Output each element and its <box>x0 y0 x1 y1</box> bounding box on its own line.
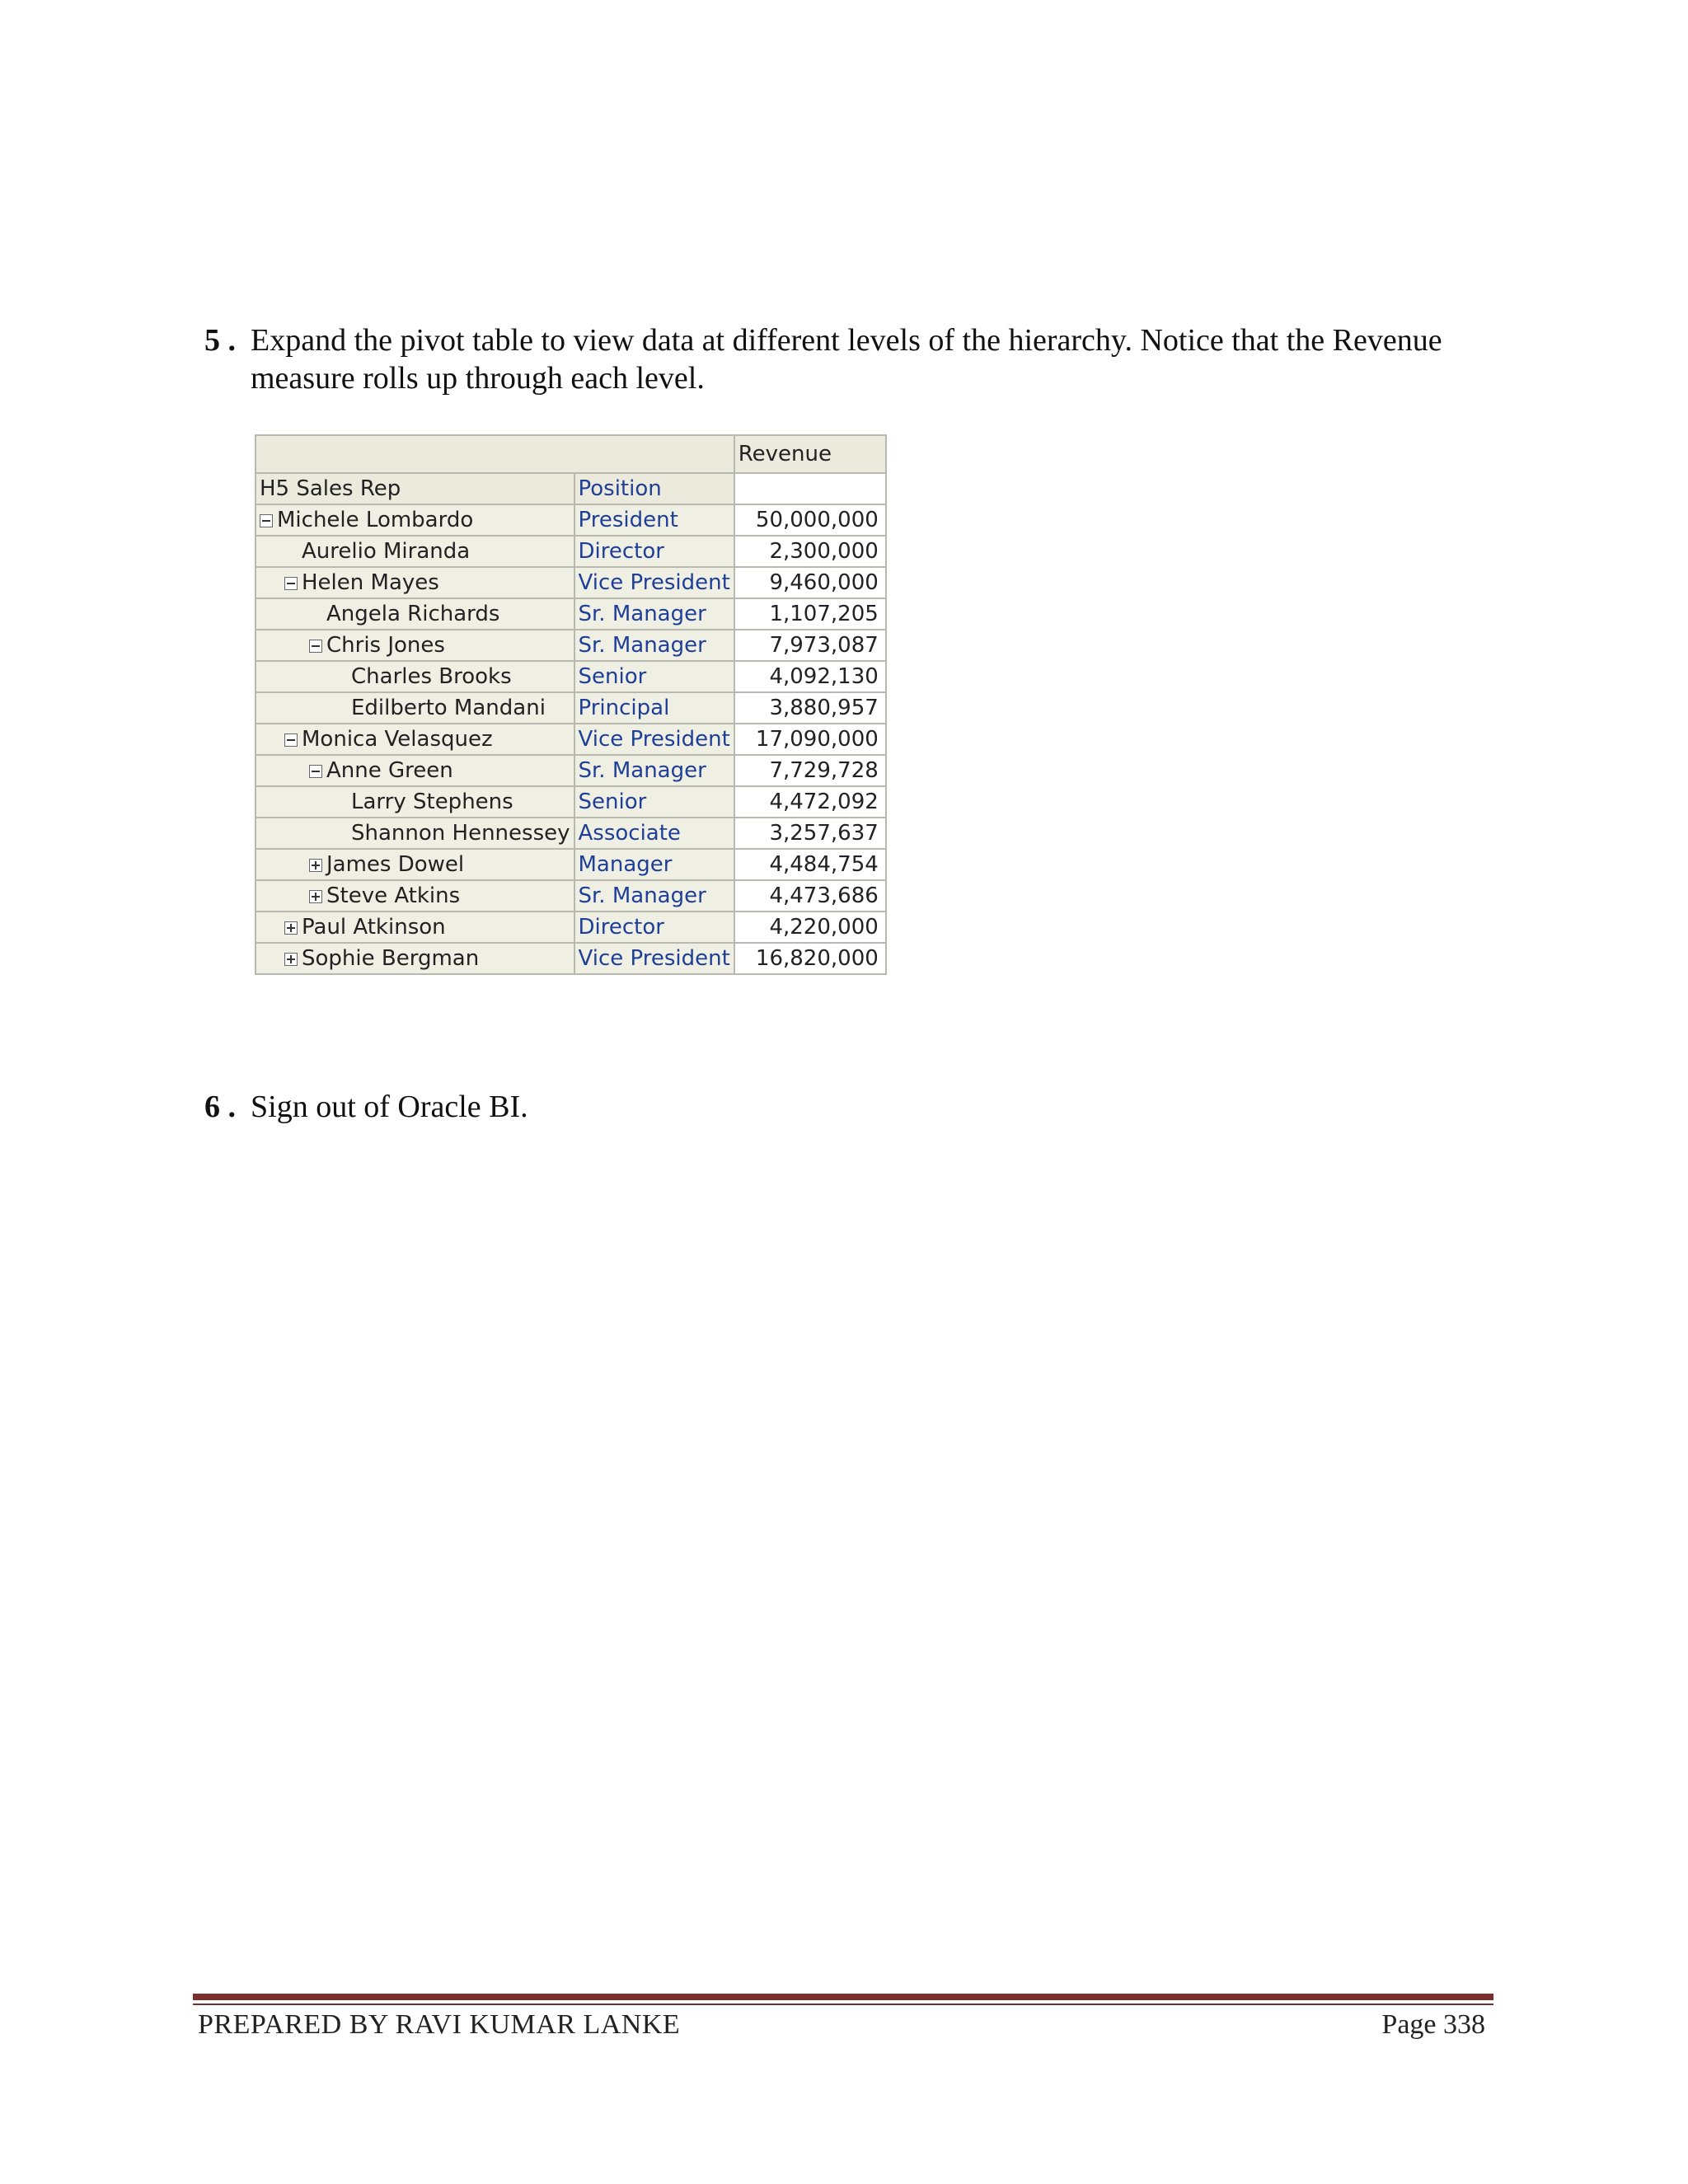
revenue-cell: 4,220,000 <box>734 912 886 943</box>
position-cell[interactable]: Sr. Manager <box>574 755 734 786</box>
revenue-cell: 4,473,686 <box>734 880 886 912</box>
revenue-cell: 7,729,728 <box>734 755 886 786</box>
position-cell[interactable]: Associate <box>574 818 734 849</box>
revenue-header[interactable]: Revenue <box>734 435 886 473</box>
sales-rep-name[interactable]: Helen Mayes <box>302 570 439 595</box>
revenue-cell: 1,107,205 <box>734 598 886 630</box>
position-cell[interactable]: Senior <box>574 786 734 818</box>
revenue-cell: 4,472,092 <box>734 786 886 818</box>
sales-rep-name[interactable]: Anne Green <box>326 758 453 783</box>
table-row <box>256 567 886 598</box>
sales-rep-cell <box>256 536 574 567</box>
position-cell[interactable]: Sr. Manager <box>574 598 734 630</box>
sales-rep-name[interactable]: Shannon Hennessey <box>351 821 570 846</box>
sales-rep-name[interactable]: Angela Richards <box>326 602 500 626</box>
table-row <box>256 598 886 630</box>
sales-rep-cell <box>256 849 574 880</box>
table-row <box>256 786 886 818</box>
expand-icon[interactable] <box>284 953 298 966</box>
position-cell[interactable]: President <box>574 504 734 536</box>
table-row <box>256 661 886 692</box>
sales-rep-name[interactable]: Chris Jones <box>326 633 445 658</box>
position-cell[interactable]: Manager <box>574 849 734 880</box>
revenue-cell: 4,484,754 <box>734 849 886 880</box>
footer-rule-thin <box>193 2004 1493 2005</box>
sales-rep-cell <box>256 724 574 755</box>
expand-icon[interactable] <box>309 890 322 903</box>
sales-rep-name[interactable]: Aurelio Miranda <box>302 539 471 564</box>
table-row <box>256 880 886 912</box>
sales-rep-cell <box>256 598 574 630</box>
measure-header-row <box>256 435 886 473</box>
table-row <box>256 504 886 536</box>
table-row <box>256 724 886 755</box>
step-text: Expand the pivot table to view data at different levels of the hierarchy. Notice that the Revenue measure rolls up through each level. <box>251 323 1442 396</box>
revenue-cell: 7,973,087 <box>734 630 886 661</box>
step-6 <box>204 1088 1523 1126</box>
table-row <box>256 536 886 567</box>
sales-rep-cell <box>256 943 574 974</box>
revenue-cell: 50,000,000 <box>734 504 886 536</box>
step-5 <box>204 321 1523 397</box>
revenue-cell: 16,820,000 <box>734 943 886 974</box>
table-row <box>256 630 886 661</box>
sales-rep-cell <box>256 912 574 943</box>
position-cell[interactable]: Vice President <box>574 943 734 974</box>
position-cell[interactable]: Sr. Manager <box>574 630 734 661</box>
header-blank-cell <box>256 435 734 473</box>
position-cell[interactable]: Sr. Manager <box>574 880 734 912</box>
revenue-cell: 3,880,957 <box>734 692 886 724</box>
pivot-table <box>255 434 887 975</box>
sales-rep-cell <box>256 661 574 692</box>
sales-rep-cell <box>256 786 574 818</box>
sales-rep-name[interactable]: Steve Atkins <box>326 883 461 908</box>
sales-rep-cell <box>256 567 574 598</box>
footer-author: PREPARED BY RAVI KUMAR LANKE <box>198 2009 681 2040</box>
collapse-icon[interactable] <box>309 640 322 653</box>
sales-rep-name[interactable]: James Dowel <box>326 852 465 877</box>
collapse-icon[interactable] <box>309 765 322 778</box>
sales-rep-name[interactable]: Paul Atkinson <box>302 915 446 940</box>
column-header-row <box>256 473 886 504</box>
step-number: 5 . <box>204 323 236 358</box>
expand-icon[interactable] <box>309 859 322 872</box>
revenue-cell: 2,300,000 <box>734 536 886 567</box>
sales-rep-cell <box>256 880 574 912</box>
position-cell[interactable]: Senior <box>574 661 734 692</box>
footer-rule-thick <box>193 1994 1493 2000</box>
footer-page-number: Page 338 <box>1381 2009 1485 2040</box>
revenue-cell: 4,092,130 <box>734 661 886 692</box>
sales-rep-cell <box>256 692 574 724</box>
position-cell[interactable]: Director <box>574 912 734 943</box>
collapse-icon[interactable] <box>260 514 273 527</box>
sales-rep-name[interactable]: Larry Stephens <box>351 790 513 814</box>
table-row <box>256 912 886 943</box>
revenue-cell: 9,460,000 <box>734 567 886 598</box>
collapse-icon[interactable] <box>284 733 298 747</box>
sales-rep-name[interactable]: Edilberto Mandani <box>351 696 546 720</box>
expand-icon[interactable] <box>284 921 298 935</box>
collapse-icon[interactable] <box>284 577 298 590</box>
position-header[interactable]: Position <box>574 473 734 504</box>
step-text: Sign out of Oracle BI. <box>251 1090 528 1124</box>
position-cell[interactable]: Vice President <box>574 724 734 755</box>
sales-rep-cell <box>256 755 574 786</box>
sales-rep-name[interactable]: Monica Velasquez <box>302 727 493 752</box>
table-row <box>256 755 886 786</box>
sales-rep-header[interactable]: H5 Sales Rep <box>256 473 574 504</box>
table-row <box>256 943 886 974</box>
position-cell[interactable]: Director <box>574 536 734 567</box>
table-row <box>256 818 886 849</box>
sales-rep-name[interactable]: Michele Lombardo <box>277 508 474 532</box>
sales-rep-name[interactable]: Sophie Bergman <box>302 946 480 971</box>
table-row <box>256 692 886 724</box>
table-row <box>256 849 886 880</box>
step-number: 6 . <box>204 1090 236 1124</box>
sales-rep-name[interactable]: Charles Brooks <box>351 664 512 689</box>
sales-rep-cell <box>256 630 574 661</box>
sales-rep-cell <box>256 818 574 849</box>
revenue-cell: 17,090,000 <box>734 724 886 755</box>
sales-rep-cell <box>256 504 574 536</box>
position-cell[interactable]: Vice President <box>574 567 734 598</box>
revenue-cell: 3,257,637 <box>734 818 886 849</box>
position-cell[interactable]: Principal <box>574 692 734 724</box>
revenue-header-blank <box>734 473 886 504</box>
